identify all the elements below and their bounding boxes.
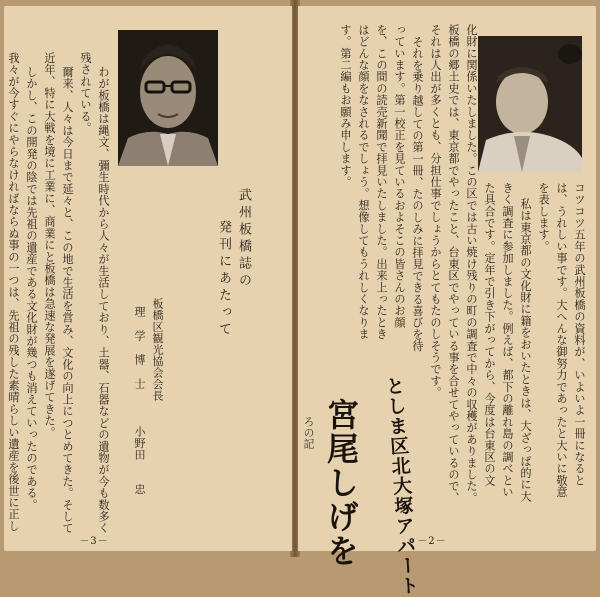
body-column: っています。第一校正を見ているおよそこの皆さんのお顔 bbox=[393, 24, 406, 329]
left-page bbox=[4, 6, 292, 551]
body-column: た具合です。定年で引き下がってから、今度は台東区の文 bbox=[483, 182, 496, 487]
signature-address: としま区北大塚アパート bbox=[382, 375, 420, 597]
body-column: 爾来、人々は今日まで延々と、この地で生活を営み、文化の向上につとめてきた。そして bbox=[61, 66, 74, 534]
body-column: を表します。 bbox=[537, 182, 550, 253]
body-column: 我々が今すぐにやらなければならぬ事の一つは、先祖の残した素晴らしい遺産を後世に正し bbox=[7, 52, 20, 532]
body-column: コツコツ五年の武州板橋の資料が、いよいよ一冊になると bbox=[573, 182, 586, 487]
body-column: それを乗り越しての第一冊、たのしみに拝見できる喜びを待 bbox=[411, 36, 424, 352]
body-column: はどんな顔をなされるでしょう。想像してもうれしくなりま bbox=[357, 24, 370, 340]
signature-small-note: ろの記 bbox=[302, 416, 315, 449]
body-column: 化財に関係いたしました。この区では古い焼け残りの町の調査で中々の収穫がありました。 bbox=[465, 24, 478, 504]
body-column: それは人出が多くとも、分担仕事でしょうからとてもたのしそうです。 bbox=[429, 24, 442, 399]
author-portrait-photo bbox=[118, 30, 218, 166]
title-line-1: 武州板橋誌の bbox=[236, 188, 251, 290]
author-role-1: 板橋区観光協会会長 bbox=[151, 298, 164, 402]
author-portrait-photo bbox=[478, 36, 582, 172]
body-column: わが板橋は縄文、彌生時代から人々が生活しており、土器、石器などの遺物が今も数多く bbox=[97, 66, 110, 534]
page-number: －3－ bbox=[79, 536, 109, 547]
body-column: 残されている。 bbox=[79, 52, 92, 134]
body-column: は、うれしい事です。大へんな御努力であったと大いに敬意 bbox=[555, 182, 568, 498]
body-column: きく調査に参加しました。例えば、都下の離れ島の調べとい bbox=[501, 182, 514, 498]
body-column: 私は東京都の文化財に籍をおいたときは、大ざっぱ的に大 bbox=[519, 198, 532, 503]
author-role-2: 理 学 博 士 bbox=[133, 306, 146, 390]
title-line-2: 発刊にあたって bbox=[216, 220, 231, 339]
signature-name: 宮尾しげを bbox=[322, 398, 360, 568]
right-page bbox=[298, 6, 596, 597]
body-column: 板橋の郷土史では、東京都でやったこと、台東区でやっている事を合せてやっているので、 bbox=[447, 24, 460, 504]
body-column: しかし、この開発の陰では先祖の遺産である文化財が幾つも消えていったのである。 bbox=[25, 66, 38, 511]
body-column: 近年、特に大戦を境に工業に、商業にと板橋は急速な発展を遂げてきた。 bbox=[43, 52, 56, 439]
page-number: －2－ bbox=[417, 536, 447, 547]
author-name: 小野田 忠 bbox=[133, 426, 146, 495]
body-column: す。第二編もお願み申します。 bbox=[339, 24, 352, 188]
body-column: を、この間の読売新聞で拝見いたしました。出来上ったとき bbox=[375, 24, 388, 340]
